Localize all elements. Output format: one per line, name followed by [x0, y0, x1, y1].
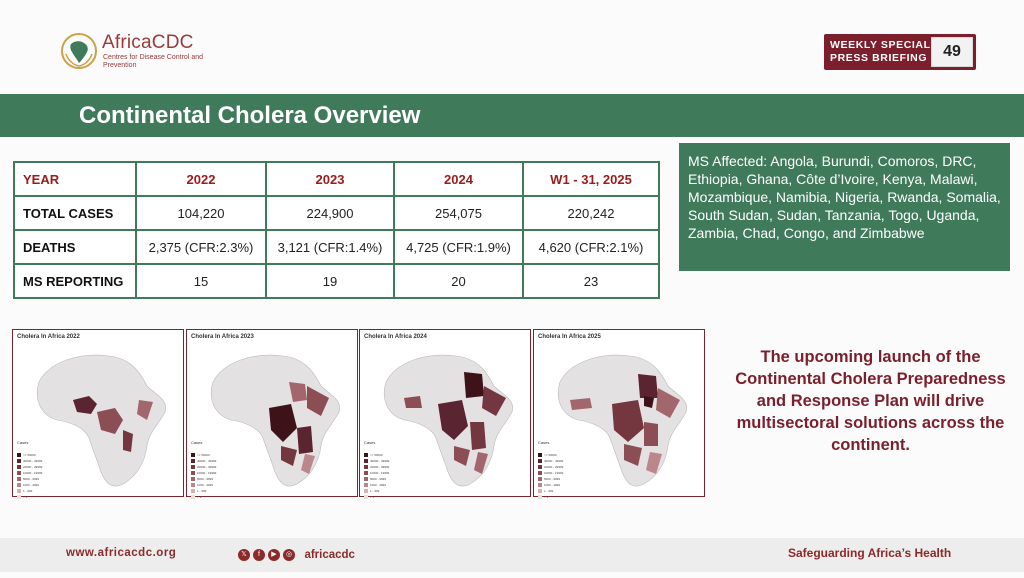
legend-label: 40000 - 49999	[370, 458, 390, 463]
title-bar	[0, 94, 1024, 137]
table-cell: 4,725 (CFR:1.9%)	[394, 230, 523, 264]
logo-name: AfricaCDC	[102, 32, 194, 53]
legend-label: 5000 - 9999	[197, 476, 214, 481]
legend-label: 1000 - 4999	[544, 482, 561, 487]
map-card-2022	[12, 329, 184, 497]
legend-label: 20000 - 39999	[544, 464, 564, 469]
map-card-2023	[186, 329, 358, 497]
legend-label: 40000 - 49999	[23, 458, 43, 463]
legend-label: < 1	[370, 494, 375, 499]
legend-label: 40000 - 49999	[544, 458, 564, 463]
briefing-label	[830, 39, 931, 65]
map-title: Cholera In Africa 2025	[538, 334, 601, 340]
table-cell: 3,121 (CFR:1.4%)	[266, 230, 394, 264]
row-label: TOTAL CASES	[14, 196, 136, 230]
legend-label: 10000 - 19999	[197, 470, 217, 475]
map-title: Cholera In Africa 2022	[17, 334, 80, 340]
legend-label: 10000 - 19999	[544, 470, 564, 475]
slide-number: 49	[931, 37, 973, 67]
instagram-icon[interactable]: ◎	[283, 549, 295, 561]
legend-label: < 1	[197, 494, 202, 499]
header-cell: 2024	[394, 162, 523, 196]
legend-label: 10000 - 19999	[370, 470, 390, 475]
facebook-icon[interactable]: f	[253, 549, 265, 561]
map-legend	[17, 440, 43, 499]
briefing-line-2: PRESS BRIEFING	[830, 52, 928, 64]
legend-title: Cases	[538, 440, 550, 445]
africa-map-2023	[193, 342, 353, 494]
launch-message: The upcoming launch of the Continental Cholera Preparedness and Response Plan will drive multisectoral solutions across the continent.	[735, 348, 1006, 454]
legend-label: 1000 - 4999	[197, 482, 214, 487]
table-cell: 4,620 (CFR:2.1%)	[523, 230, 659, 264]
africa-map-2022	[19, 342, 179, 494]
legend-label: 1 - 999	[197, 488, 207, 493]
legend-swatch	[191, 495, 195, 499]
table-cell: 15	[136, 264, 266, 298]
table-row	[14, 196, 659, 230]
header-cell: 2022	[136, 162, 266, 196]
legend-label: 1000 - 4999	[23, 482, 40, 487]
table-cell: 224,900	[266, 196, 394, 230]
map-legend	[191, 440, 217, 499]
legend-label: 5000 - 9999	[23, 476, 40, 481]
legend-swatch	[538, 495, 542, 499]
website-link[interactable]: www.africacdc.org	[66, 547, 177, 559]
page-title: Continental Cholera Overview	[79, 102, 421, 129]
legend-label: >= 50000	[370, 452, 383, 457]
legend-label: 20000 - 39999	[370, 464, 390, 469]
legend-label: < 1	[23, 494, 28, 499]
legend-title: Cases	[364, 440, 376, 445]
map-legend	[364, 440, 390, 499]
social-handle: africacdc	[304, 548, 355, 561]
legend-label: >= 50000	[23, 452, 36, 457]
map-title: Cholera In Africa 2024	[364, 334, 427, 340]
header-cell: YEAR	[14, 162, 136, 196]
row-label: DEATHS	[14, 230, 136, 264]
table-row	[14, 230, 659, 264]
x-icon[interactable]: 𝕏	[238, 549, 250, 561]
header-cell: W1 - 31, 2025	[523, 162, 659, 196]
legend-label: 1 - 999	[370, 488, 380, 493]
ms-affected-text: MS Affected: Angola, Burundi, Comoros, DRC, Ethiopia, Ghana, Côte d’Ivoire, Kenya, Malawi, Mozambique, Namibia, Nigeria, Rwanda, Somalia, South Sudan, Sudan, Tanzania, Togo, Uganda, Zambia, Chad, Congo, and Zimbabwe	[688, 153, 1001, 241]
legend-swatch	[364, 495, 368, 499]
social-links	[238, 546, 355, 562]
table-row	[14, 264, 659, 298]
table-cell: 20	[394, 264, 523, 298]
table-cell: 254,075	[394, 196, 523, 230]
africa-map-2024	[366, 342, 526, 494]
ms-affected-box	[679, 143, 1010, 271]
legend-label: 20000 - 39999	[197, 464, 217, 469]
legend-label: 40000 - 49999	[197, 458, 217, 463]
legend-label: 20000 - 39999	[23, 464, 43, 469]
table-cell: 104,220	[136, 196, 266, 230]
africa-cdc-emblem-icon	[60, 32, 98, 70]
cholera-stats-table	[13, 161, 660, 299]
youtube-icon[interactable]: ▶	[268, 549, 280, 561]
table-header-row	[14, 162, 659, 196]
row-label: MS REPORTING	[14, 264, 136, 298]
table-cell: 23	[523, 264, 659, 298]
footer-tagline: Safeguarding Africa’s Health	[788, 546, 952, 560]
logo-subtitle: Centres for Disease Control and Prevention	[103, 54, 203, 69]
legend-label: 5000 - 9999	[370, 476, 387, 481]
table-cell: 2,375 (CFR:2.3%)	[136, 230, 266, 264]
map-card-2024	[359, 329, 531, 497]
legend-label: >= 50000	[197, 452, 210, 457]
briefing-badge	[824, 34, 976, 70]
briefing-line-1: WEEKLY SPECIAL	[830, 39, 931, 51]
legend-title: Cases	[191, 440, 203, 445]
legend-swatch	[17, 495, 21, 499]
legend-label: 1000 - 4999	[370, 482, 387, 487]
table-cell: 220,242	[523, 196, 659, 230]
legend-label: < 1	[544, 494, 549, 499]
legend-title: Cases	[17, 440, 29, 445]
map-legend	[538, 440, 564, 499]
legend-label: 10000 - 19999	[23, 470, 43, 475]
header-cell: 2023	[266, 162, 394, 196]
africa-map-2025	[540, 342, 700, 494]
africa-cdc-logo	[60, 30, 210, 72]
map-card-2025	[533, 329, 705, 497]
legend-label: >= 50000	[544, 452, 557, 457]
map-title: Cholera In Africa 2023	[191, 334, 254, 340]
table-cell: 19	[266, 264, 394, 298]
legend-label: 1 - 999	[544, 488, 554, 493]
footer	[0, 538, 1024, 572]
legend-label: 1 - 999	[23, 488, 33, 493]
legend-label: 5000 - 9999	[544, 476, 561, 481]
